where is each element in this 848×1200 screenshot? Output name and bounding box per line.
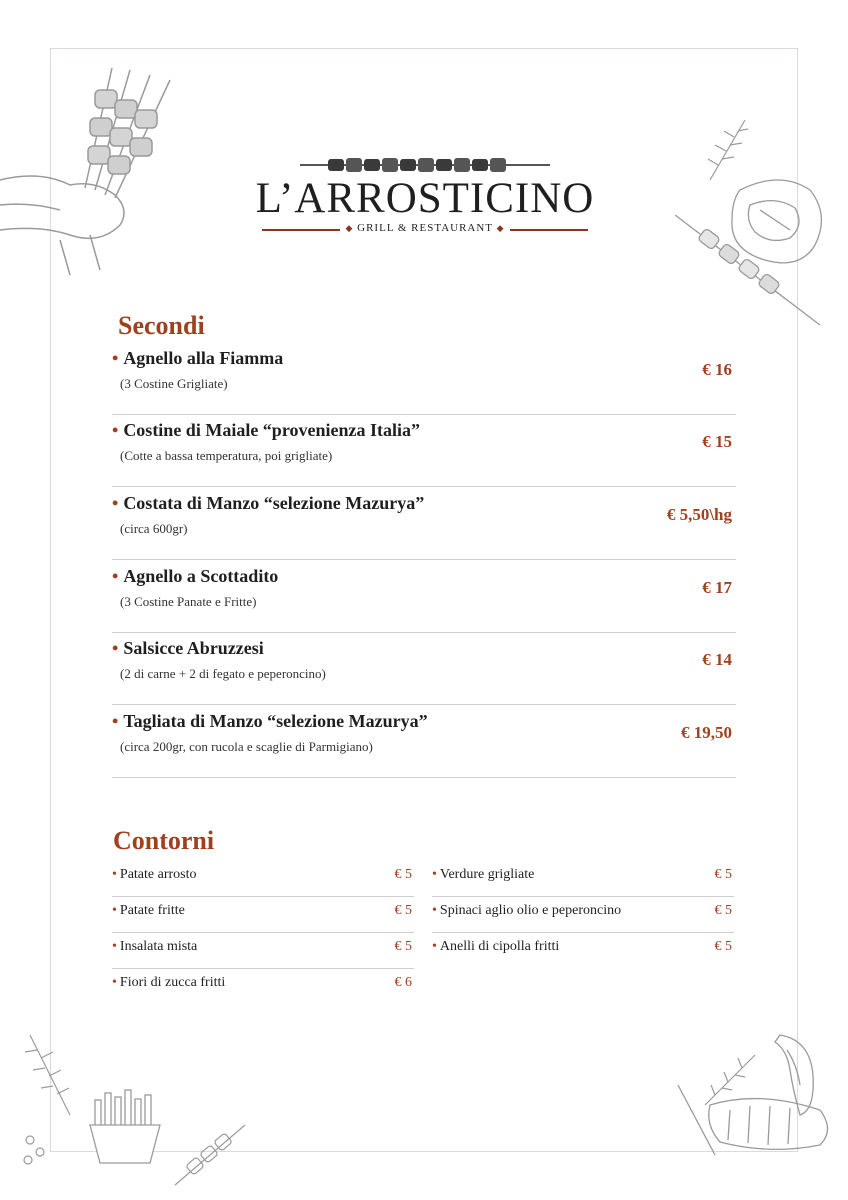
side-item-name-text: Spinaci aglio olio e peperoncino <box>439 903 622 918</box>
side-item-name <box>432 903 621 919</box>
menu-item-name-text: Costata di Manzo “selezione Mazurya” <box>123 493 425 513</box>
diamond-icon: ◆ <box>345 223 354 233</box>
side-item-price: € 5 <box>714 867 732 882</box>
menu-item-description: (circa 200gr, con rucola e scaglie di Parmigiano) <box>120 739 373 754</box>
side-item <box>432 896 734 933</box>
logo-subtitle <box>262 222 588 234</box>
menu-item-name <box>112 493 424 514</box>
bullet-icon: • <box>112 348 119 368</box>
side-item-name <box>432 939 559 955</box>
side-item-name <box>112 903 185 919</box>
logo-title: L’ARROSTICINO <box>255 175 595 222</box>
side-item-name-text: Anelli di cipolla fritti <box>439 939 560 954</box>
bullet-icon: • <box>112 903 117 918</box>
side-item <box>112 932 414 969</box>
rosemary-illustration-bottom <box>15 1030 85 1120</box>
menu-item <box>112 342 736 415</box>
menu-item-name-text: Costine di Maiale “provenienza Italia” <box>123 420 420 440</box>
menu-item <box>112 560 736 633</box>
bullet-icon: • <box>112 975 117 990</box>
menu-item <box>112 705 736 778</box>
bullet-icon: • <box>112 420 119 440</box>
menu-item-name <box>112 566 278 587</box>
side-item-name-text: Verdure grigliate <box>439 867 535 882</box>
menu-item-price: € 14 <box>702 650 732 669</box>
bullet-icon: • <box>112 493 119 513</box>
menu-item <box>112 632 736 705</box>
bullet-icon: • <box>112 566 119 586</box>
menu-item-description: (3 Costine Grigliate) <box>120 376 228 391</box>
logo-subtitle-row <box>262 222 588 238</box>
menu-item <box>112 414 736 487</box>
menu-item-name <box>112 711 428 732</box>
diamond-icon: ◆ <box>496 223 505 233</box>
side-item <box>112 896 414 933</box>
menu-item-price: € 15 <box>702 432 732 451</box>
bullet-icon: • <box>112 867 117 882</box>
menu-item-description: (3 Costine Panate e Fritte) <box>120 594 257 609</box>
menu-item-price: € 16 <box>702 360 732 379</box>
side-item <box>112 968 414 1004</box>
side-item-price: € 5 <box>714 903 732 918</box>
bullet-icon: • <box>112 711 119 731</box>
bullet-icon: • <box>112 939 117 954</box>
menu-item-description: (2 di carne + 2 di fegato e peperoncino) <box>120 666 326 681</box>
side-item-name <box>112 939 197 955</box>
menu-item-description: (circa 600gr) <box>120 521 188 536</box>
menu-item <box>112 487 736 560</box>
side-item-price: € 5 <box>394 867 412 882</box>
side-item-price: € 5 <box>714 939 732 954</box>
ribs-illustration <box>670 1080 840 1160</box>
side-item <box>432 860 734 897</box>
peppercorns-illustration <box>20 1130 60 1170</box>
logo-subtitle-text: GRILL & RESTAURANT <box>357 222 493 234</box>
bullet-icon: • <box>432 939 437 954</box>
menu-item-name <box>112 348 283 369</box>
menu-item-name <box>112 638 264 659</box>
side-item-name-text: Patate arrosto <box>119 867 197 882</box>
menu-item-price: € 17 <box>702 578 732 597</box>
menu-item-price: € 5,50\hg <box>666 505 732 524</box>
restaurant-logo <box>250 150 600 240</box>
menu-item-name-text: Tagliata di Manzo “selezione Mazurya” <box>123 711 428 731</box>
section-title-contorni: Contorni <box>113 826 215 855</box>
menu-item-name-text: Salsicce Abruzzesi <box>123 638 264 658</box>
section-title-secondi: Secondi <box>118 311 205 340</box>
bullet-icon: • <box>112 638 119 658</box>
skewer-illustration-bottom <box>170 1120 250 1190</box>
side-item-price: € 5 <box>394 903 412 918</box>
menu-item-name-text: Agnello alla Fiamma <box>123 348 284 368</box>
side-item-name-text: Insalata mista <box>119 939 198 954</box>
bullet-icon: • <box>432 867 437 882</box>
hand-skewers-illustration <box>0 30 200 280</box>
side-item-price: € 6 <box>394 975 412 990</box>
menu-item-description: (Cotte a bassa temperatura, poi grigliate) <box>120 448 333 463</box>
side-item-name-text: Patate fritte <box>119 903 185 918</box>
menu-item-name <box>112 420 420 441</box>
fries-illustration <box>85 1085 175 1165</box>
side-item-name <box>112 867 197 883</box>
side-item-name <box>112 975 225 991</box>
bullet-icon: • <box>432 903 437 918</box>
skewer-illustration <box>670 210 830 330</box>
side-item-name <box>432 867 534 883</box>
side-item <box>432 932 734 968</box>
side-item-price: € 5 <box>394 939 412 954</box>
side-item <box>112 860 414 897</box>
menu-item-name-text: Agnello a Scottadito <box>123 566 279 586</box>
menu-item-price: € 19,50 <box>681 723 732 742</box>
side-item-name-text: Fiori di zucca fritti <box>119 975 226 990</box>
